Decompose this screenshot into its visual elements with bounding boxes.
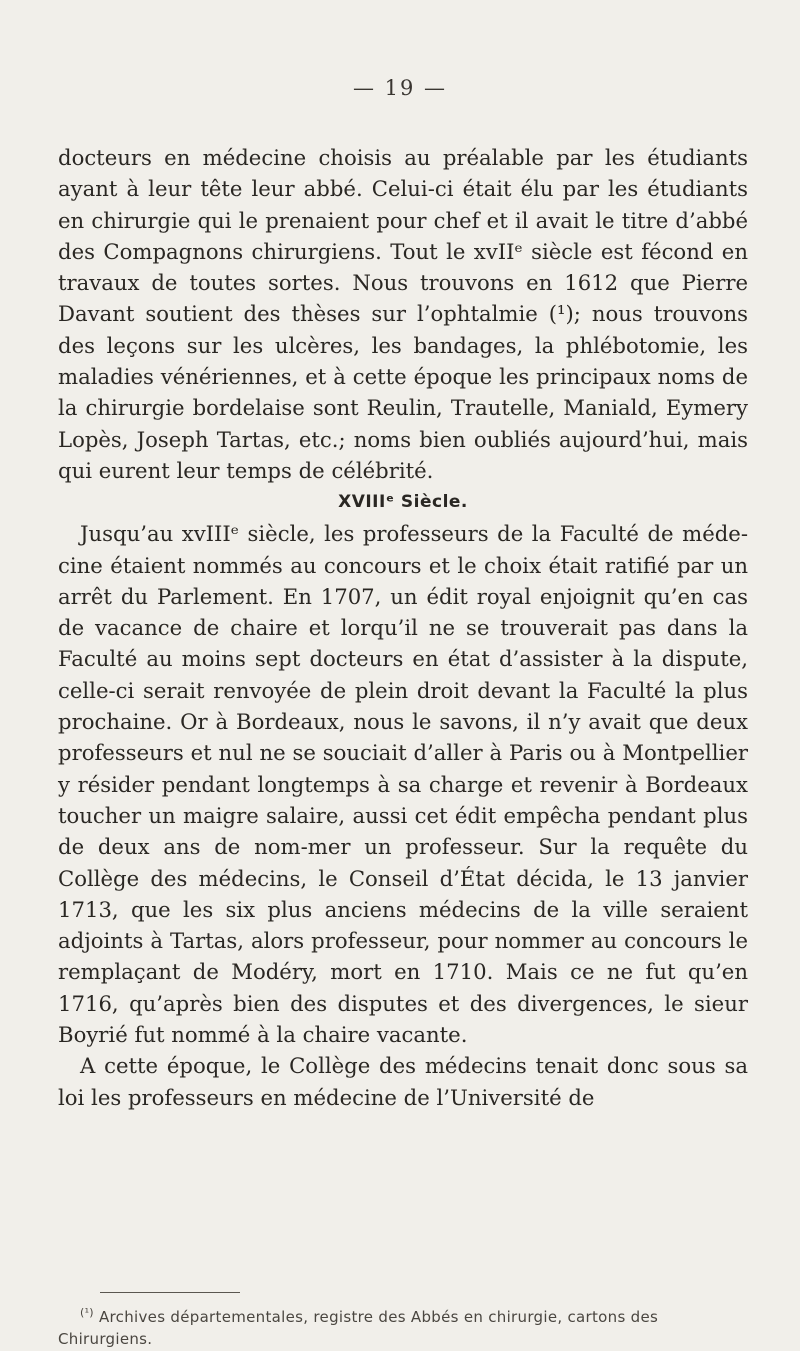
- paragraph-1: docteurs en médecine choisis au préalable par les étudiants ayant à leur tête leur abbé. Celui-ci était élu par les étudiants en chirurgie qui le prenaient pour chef et il avait le titre d’abbé des Compagnons chirurgiens. Tout le xvIIᵉ siècle est fécond en travaux de toutes sortes. Nous trouvons en 1612 que Pierre Davant soutient des thèses sur l’ophtalmie (¹); nous trouvons des leçons sur les ulcères, les bandages, la phlébotomie, les maladies vénériennes, et à cette époque les principaux noms de la chirurgie bordelaise sont Reulin, Trautelle, Maniald, Eymery Lopès, Joseph Tartas, etc.; noms bien oubliés aujourd’hui, mais qui eurent leur temps de célébrité.: [58, 145, 748, 483]
- footnote-divider: [100, 1292, 240, 1293]
- footnote-text: Archives départementales, registre des Abbés en chirurgie, cartons des Chirurgiens.: [58, 1308, 659, 1348]
- footnote: [58, 1302, 748, 1350]
- paragraph-2: Jusqu’au xvIIIᵉ siècle, les professeurs de la Faculté de méde-cine étaient nommés au concours et le choix était ratifié par un arrêt du Parlement. En 1707, un édit royal enjoignit qu’en cas de vacance de chaire et lorqu’il ne se trouverait pas dans la Faculté au moins sept docteurs en état d’assister à la dispute, celle-ci serait renvoyée de plein droit devant la Faculté la plus prochaine. Or à Bordeaux, nous le savons, il n’y avait que deux professeurs et nul ne se souciait d’aller à Paris ou à Montpellier y résider pendant longtemps à sa charge et revenir à Bordeaux toucher un maigre salaire, aussi cet édit empêcha pendant plus de deux ans de nom-mer un professeur. Sur la requête du Collège des médecins, le Conseil d’État décida, le 13 janvier 1713, que les six plus anciens médecins de la ville seraient adjoints à Tartas, alors professeur, pour nommer au concours le remplaçant de Modéry, mort en 1710. Mais ce ne fut qu’en 1716, qu’après bien des disputes et des divergences, le sieur Boyrié fut nommé à la chaire vacante.: [58, 521, 748, 1048]
- main-text: [58, 142, 748, 1113]
- page-number: — 19 —: [352, 76, 448, 100]
- footnote-marker: (¹): [80, 1306, 94, 1319]
- paragraph-3: A cette époque, le Collège des médecins tenait donc sous sa loi les professeurs en médecine de l’Université de: [58, 1053, 748, 1110]
- section-heading: XVIIIᵉ Siècle.: [338, 492, 468, 513]
